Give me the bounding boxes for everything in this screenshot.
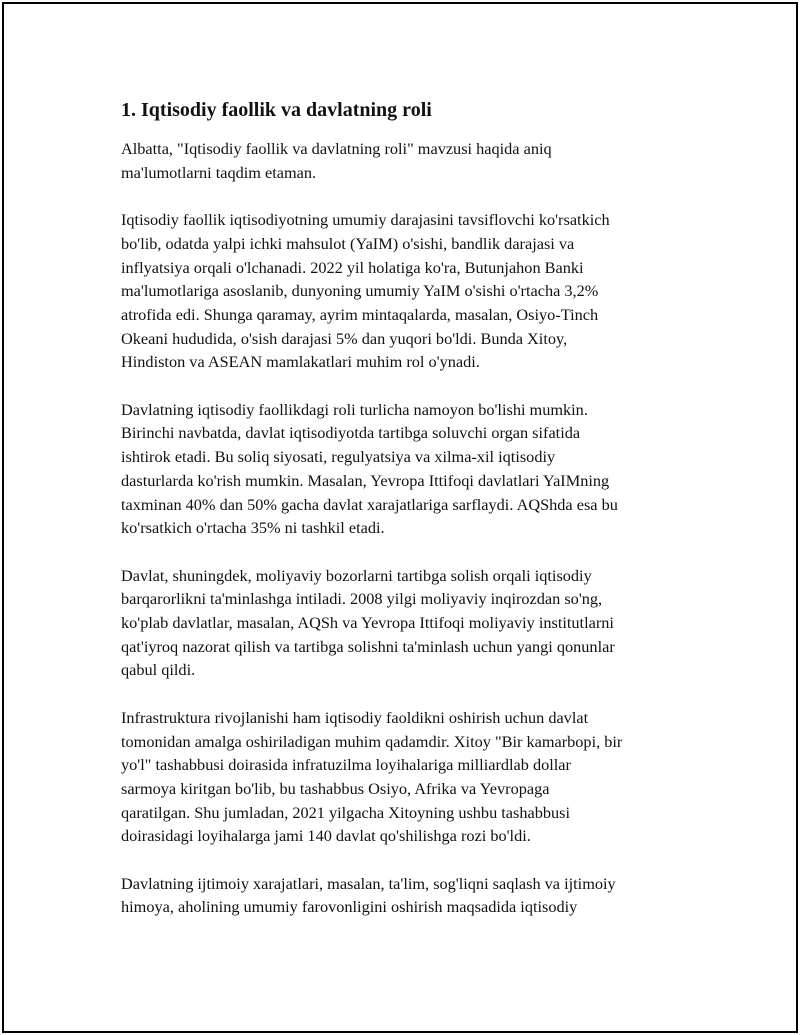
document-body xyxy=(121,97,701,943)
paragraph-infrastructure xyxy=(121,706,701,848)
text-line: ko'rsatkich o'rtacha 35% ni tashkil etadi. xyxy=(121,518,385,538)
text-line: barqarorlikni ta'minlashga intiladi. 2008 yilgi moliyaviy inqirozdan so'ng, xyxy=(121,589,603,609)
text-line: ma'lumotlarni taqdim etaman. xyxy=(121,162,317,182)
text-line: himoya, aholining umumiy farovonligini oshirish maqsadida iqtisodiy xyxy=(121,897,578,917)
text-line: bo'lib, odatda yalpi ichki mahsulot (YaIM) o'sishi, bandlik darajasi va xyxy=(121,233,575,253)
text-line: Hindiston va ASEAN mamlakatlari muhim rol o'ynadi. xyxy=(121,352,480,372)
page-frame xyxy=(2,2,798,1033)
paragraph-intro xyxy=(121,137,701,184)
paragraph-financial-markets xyxy=(121,564,701,683)
text-line: atrofida edi. Shunga qaramay, ayrim mintaqalarda, masalan, Osiyo-Tinch xyxy=(121,304,599,324)
text-line: qaratilgan. Shu jumladan, 2021 yilgacha Xitoyning ushbu tashabbusi xyxy=(121,802,571,822)
text-line: ko'plab davlatlar, masalan, AQSh va Yevropa Ittifoqi moliyaviy institutlarni xyxy=(121,613,614,633)
text-line: Birinchi navbatda, davlat iqtisodiyotda tartibga soluvchi organ sifatida xyxy=(121,423,581,443)
text-line: dasturlarda ko'rish mumkin. Masalan, Yevropa Ittifoqi davlatlari YaIMning xyxy=(121,470,610,490)
text-line: taxminan 40% dan 50% gacha davlat xarajatlariga sarflaydi. AQShda esa bu xyxy=(121,494,618,514)
text-line: doirasidagi loyihalarga jami 140 davlat qo'shilishga rozi bo'ldi. xyxy=(121,826,531,846)
text-line: qat'iyroq nazorat qilish va tartibga solishni ta'minlash uchun yangi qonunlar xyxy=(121,636,615,656)
text-line: Iqtisodiy faollik iqtisodiyotning umumiy darajasini tavsiflovchi ko'rsatkich xyxy=(121,210,610,230)
text-line: Okeani hududida, o'sish darajasi 5% dan yuqori bo'ldi. Bunda Xitoy, xyxy=(121,328,568,348)
text-line: ma'lumotlariga asoslanib, dunyoning umumiy YaIM o'sishi o'rtacha 3,2% xyxy=(121,281,599,301)
text-line: tomonidan amalga oshiriladigan muhim qadamdir. Xitoy "Bir kamarbopi, bir xyxy=(121,731,623,751)
text-line: sarmoya kiritgan bo'lib, bu tashabbus Osiyo, Afrika va Yevropaga xyxy=(121,778,550,798)
text-line: yo'l" tashabbusi doirasida infratuzilma loyihalariga milliardlab dollar xyxy=(121,755,571,775)
section-heading: 1. Iqtisodiy faollik va davlatning roli xyxy=(121,99,432,121)
text-line: Albatta, "Iqtisodiy faollik va davlatning roli" mavzusi haqida aniq xyxy=(121,139,552,158)
text-line: Davlat, shuningdek, moliyaviy bozorlarni tartibga solish orqali iqtisodiy xyxy=(121,565,592,585)
paragraph-state-role xyxy=(121,398,701,540)
text-line: Davlatning ijtimoiy xarajatlari, masalan, ta'lim, sog'liqni saqlash va ijtimoiy xyxy=(121,873,616,893)
paragraph-social-spending xyxy=(121,872,701,919)
text-line: Davlatning iqtisodiy faollikdagi roli turlicha namoyon bo'lishi mumkin. xyxy=(121,399,588,419)
text-line: Infrastruktura rivojlanishi ham iqtisodiy faoldikni oshirish uchun davlat xyxy=(121,707,589,727)
paragraph-economic-activity xyxy=(121,208,701,374)
text-line: ishtirok etadi. Bu soliq siyosati, regulyatsiya va xilma-xil iqtisodiy xyxy=(121,447,556,467)
text-line: inflyatsiya orqali o'lchanadi. 2022 yil holatiga ko'ra, Butunjahon Banki xyxy=(121,257,584,277)
text-line: qabul qildi. xyxy=(121,660,196,680)
